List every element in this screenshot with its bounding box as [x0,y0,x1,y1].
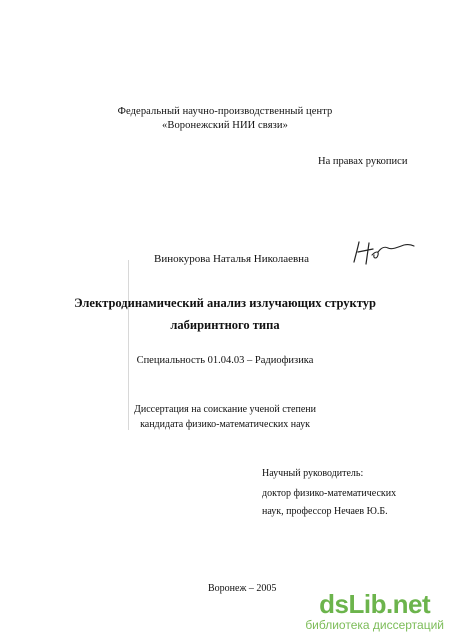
dissertation-title-line-2: лабиринтного типа [170,318,280,332]
handwritten-signature [348,238,418,268]
supervisor-name: наук, профессор Нечаев Ю.Б. [262,506,388,517]
watermark[interactable] [305,590,444,632]
rights-note: На правах рукописи [318,156,408,167]
supervisor-label: Научный руководитель: [262,468,364,479]
organization-line-2: «Воронежский НИИ связи» [162,120,288,131]
dissertation-degree-line-2: кандидата физико-математических наук [140,419,310,430]
organization-line-1: Федеральный научно-производственный центр [117,106,333,117]
specialty: Специальность 01.04.03 – Радиофизика [136,355,314,366]
city-year: Воронеж – 2005 [208,583,277,594]
watermark-logo: dsLib.net [319,589,431,619]
author-name: Винокурова Наталья Николаевна [154,253,309,265]
dissertation-title-line-1: Электродинамический анализ излучающих структур [74,296,376,310]
supervisor-degree: доктор физико-математических [262,488,397,499]
watermark-subtitle: библиотека диссертаций [305,618,444,632]
dissertation-degree-line-1: Диссертация на соискание ученой степени [134,404,316,415]
